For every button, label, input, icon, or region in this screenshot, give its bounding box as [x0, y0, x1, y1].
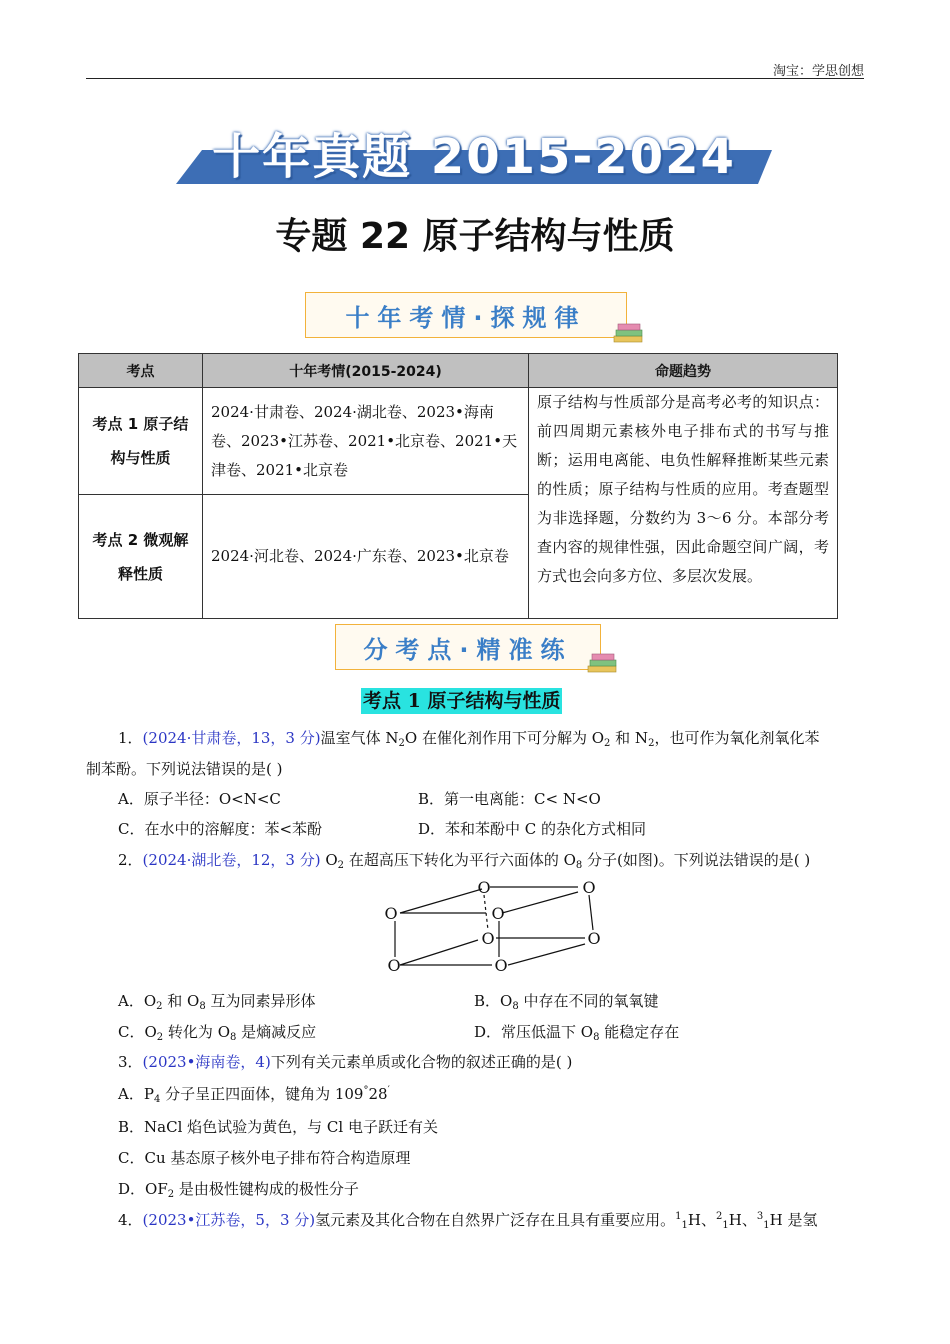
table-header-row [79, 354, 838, 388]
question-number: 2． [118, 851, 143, 869]
document-title: 专题 22 原子结构与性质 [275, 216, 675, 257]
table-cell-kp: 考点 1 原子结构与性质 [79, 388, 203, 495]
books-icon [586, 652, 620, 674]
oxygen-atom: O [384, 904, 398, 923]
section-banner-practice [335, 624, 601, 670]
table-cell-trend: 原子结构与性质部分是高考必考的知识点：前四周期元素核外电子排布式的书写与推断；运用电离能、电负性解释推断某些元素的性质；原子结构与性质的应用。考查题型为非选择题，分数约为 3～6 分。本部分考查内容的规律性强，因此命题空间广阔，考方式也会向多方位、多层次发展。 [529, 388, 838, 619]
table-cell-kp: 考点 2 微观解释性质 [79, 495, 203, 619]
question-4-stem: 4．(2023•江苏卷，5，3 分)氢元素及其化合物在自然界广泛存在且具有重要应用。$^1_1$H、$^2_1$H、$^3_1$H 是氢 [118, 1211, 818, 1231]
o8-molecule-diagram [378, 874, 608, 984]
oxygen-atom: O [477, 878, 491, 897]
question-1-stem-line2: 制苯酚。下列说法错误的是( ) [86, 760, 283, 778]
question-3-option-d: D．$OF_2$ 是由极性键构成的极性分子 [118, 1180, 359, 1200]
oxygen-atom: O [491, 904, 505, 923]
oxygen-atom: O [587, 929, 601, 948]
question-number: 1． [118, 729, 143, 747]
question-1-stem: 1．(2024·甘肃卷，13，3 分)温室气体 $N_2O$ 在催化剂作用下可分解为 $O_2$ 和 $N_2$，也可作为氧化剂氧化苯 [118, 729, 820, 749]
question-1-option-a: A．原子半径：O<N<C [118, 790, 281, 808]
question-source: (2023•海南卷，4) [142, 1053, 271, 1071]
question-1-option-c: C．在水中的溶解度：苯<苯酚 [118, 820, 323, 838]
table-cell-years: 2024·甘肃卷、2024·湖北卷、2023•海南卷、2023•江苏卷、2021•北京卷、2021•天津卷、2021•北京卷 [203, 388, 529, 495]
question-source: (2024·湖北卷，12，3 分) [142, 851, 321, 869]
section-banner-label: 分考点·精准练 [363, 635, 573, 664]
question-2-stem: 2．(2024·湖北卷，12，3 分) $O_2$ 在超高压下转化为平行六面体的 $O_8$ 分子(如图)。下列说法错误的是( ) [118, 851, 811, 871]
question-2-option-d: D．常压低温下 $O_8$ 能稳定存在 [474, 1023, 680, 1043]
kp1-heading: 考点 1 原子结构与性质 [363, 690, 561, 712]
question-1-option-b: B．第一电离能：C< N<O [418, 790, 601, 808]
question-source: (2024·甘肃卷，13，3 分) [142, 729, 321, 747]
section-banner-label: 十年考情·探规律 [345, 303, 587, 332]
oxygen-atom: O [582, 878, 596, 897]
question-3-stem: 3．(2023•海南卷，4)下列有关元素单质或化合物的叙述正确的是( ) [118, 1053, 573, 1071]
table-header-years: 十年考情(2015-2024) [203, 354, 529, 388]
question-number: 3． [118, 1053, 143, 1071]
question-1-option-d: D．苯和苯酚中 C 的杂化方式相同 [418, 820, 647, 838]
books-icon [612, 322, 646, 344]
question-number: 4． [118, 1211, 143, 1229]
table-row [79, 388, 838, 495]
question-source: (2023•江苏卷，5，3 分) [142, 1211, 316, 1229]
exam-info-table [78, 353, 838, 619]
banner [176, 116, 772, 188]
question-3-option-a: A．$P_4$ 分子呈正四面体，键角为 109°28′ [118, 1085, 390, 1105]
header-rule [86, 78, 864, 79]
question-2-option-a: A．$O_2$ 和 $O_8$ 互为同素异形体 [118, 992, 316, 1012]
oxygen-atom: O [481, 929, 495, 948]
question-2-option-c: C．$O_2$ 转化为 $O_8$ 是熵减反应 [118, 1023, 317, 1043]
question-3-option-c: C．Cu 基态原子核外电子排布符合构造原理 [118, 1149, 411, 1167]
table-header-trend: 命题趋势 [529, 354, 838, 388]
table-header-kp: 考点 [79, 354, 203, 388]
question-3-option-b: B．NaCl 焰色试验为黄色，与 Cl 电子跃迁有关 [118, 1118, 438, 1136]
banner-title: 十年真题 2015-2024 [212, 129, 736, 185]
table-cell-years: 2024·河北卷、2024·广东卷、2023•北京卷 [203, 495, 529, 619]
question-2-option-b: B．$O_8$ 中存在不同的氧氧键 [474, 992, 659, 1012]
oxygen-atom: O [494, 956, 508, 975]
section-banner-trends [305, 292, 627, 338]
oxygen-atom: O [387, 956, 401, 975]
header-shop-label: 淘宝：学思创想 [772, 64, 864, 79]
